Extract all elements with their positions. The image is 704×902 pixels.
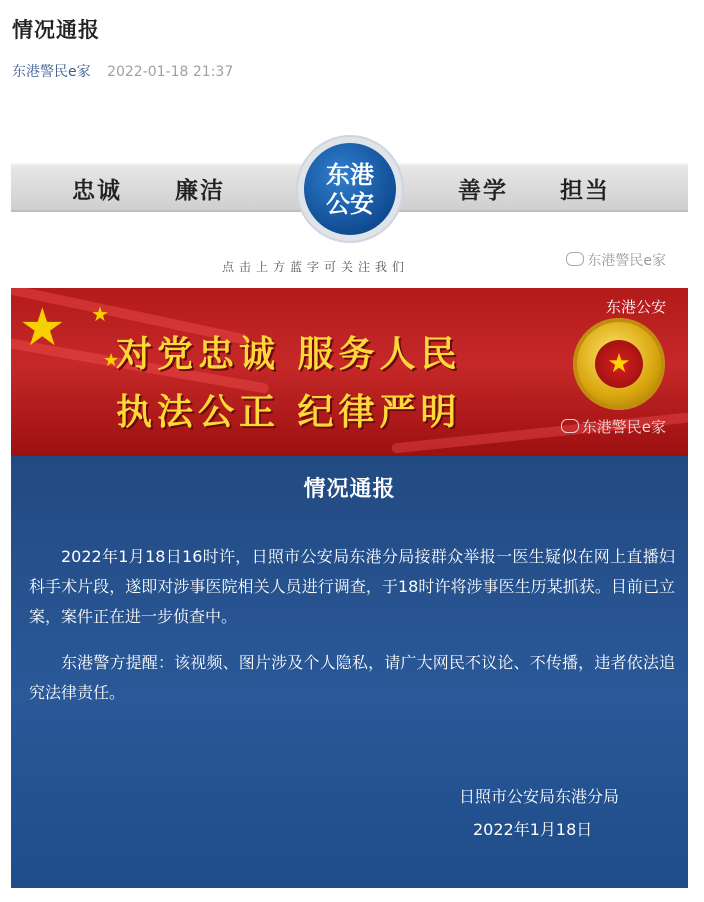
follow-hint: 点击上方蓝字可关注我们 — [222, 260, 410, 274]
red-slogan-line1: 对党忠诚 服务人民 — [116, 333, 462, 375]
red-slogan-banner — [11, 288, 688, 456]
star-icon: ★ — [19, 298, 66, 358]
wechat-icon — [566, 252, 584, 266]
corner-label: 东港公安 — [605, 298, 666, 316]
donggang-police-emblem[interactable] — [304, 143, 396, 235]
author-link[interactable]: 东港警民e家 — [12, 64, 91, 80]
slogan-loyalty: 忠诚 — [72, 177, 122, 204]
notice-paragraph: 东港警方提醒：该视频、图片涉及个人隐私，请广大网民不议论、不传播，违者依法追究法律责任。 — [29, 653, 675, 702]
signature-organization: 日照市公安局东港分局 — [459, 787, 620, 806]
slogan-integrity: 廉洁 — [175, 177, 225, 204]
notice-panel — [11, 456, 688, 888]
wechat-icon — [561, 419, 579, 433]
article-meta — [12, 61, 233, 81]
emblem-text-line1: 东港 — [326, 160, 374, 189]
star-icon: ★ — [91, 302, 109, 326]
publish-date: 2022-01-18 21:37 — [107, 64, 234, 80]
emblem-text-line2: 公安 — [326, 189, 374, 218]
national-emblem-icon: ★ — [595, 340, 643, 388]
watermark — [566, 250, 666, 270]
article-title: 情况通报 — [12, 18, 100, 42]
watermark — [561, 416, 666, 437]
police-badge-icon — [573, 318, 665, 410]
red-slogan-line2: 执法公正 纪律严明 — [116, 391, 462, 433]
star-icon: ★ — [103, 350, 120, 371]
notice-paragraph: 2022年1月18日16时许，日照市公安局东港分局接群众举报一医生疑似在网上直播妇科手术片段，遂即对涉事医院相关人员进行调查，于18时许将涉事医生历某抓获。目前已立案，案件正在进一步侦查中。 — [29, 547, 675, 626]
notice-title: 情况通报 — [303, 477, 396, 502]
slogan-learning: 善学 — [458, 177, 508, 204]
signature-date: 2022年1月18日 — [473, 820, 593, 839]
watermark-text: 东港警民e家 — [587, 253, 666, 269]
slogan-responsibility: 担当 — [560, 177, 610, 204]
watermark-text: 东港警民e家 — [581, 418, 666, 436]
